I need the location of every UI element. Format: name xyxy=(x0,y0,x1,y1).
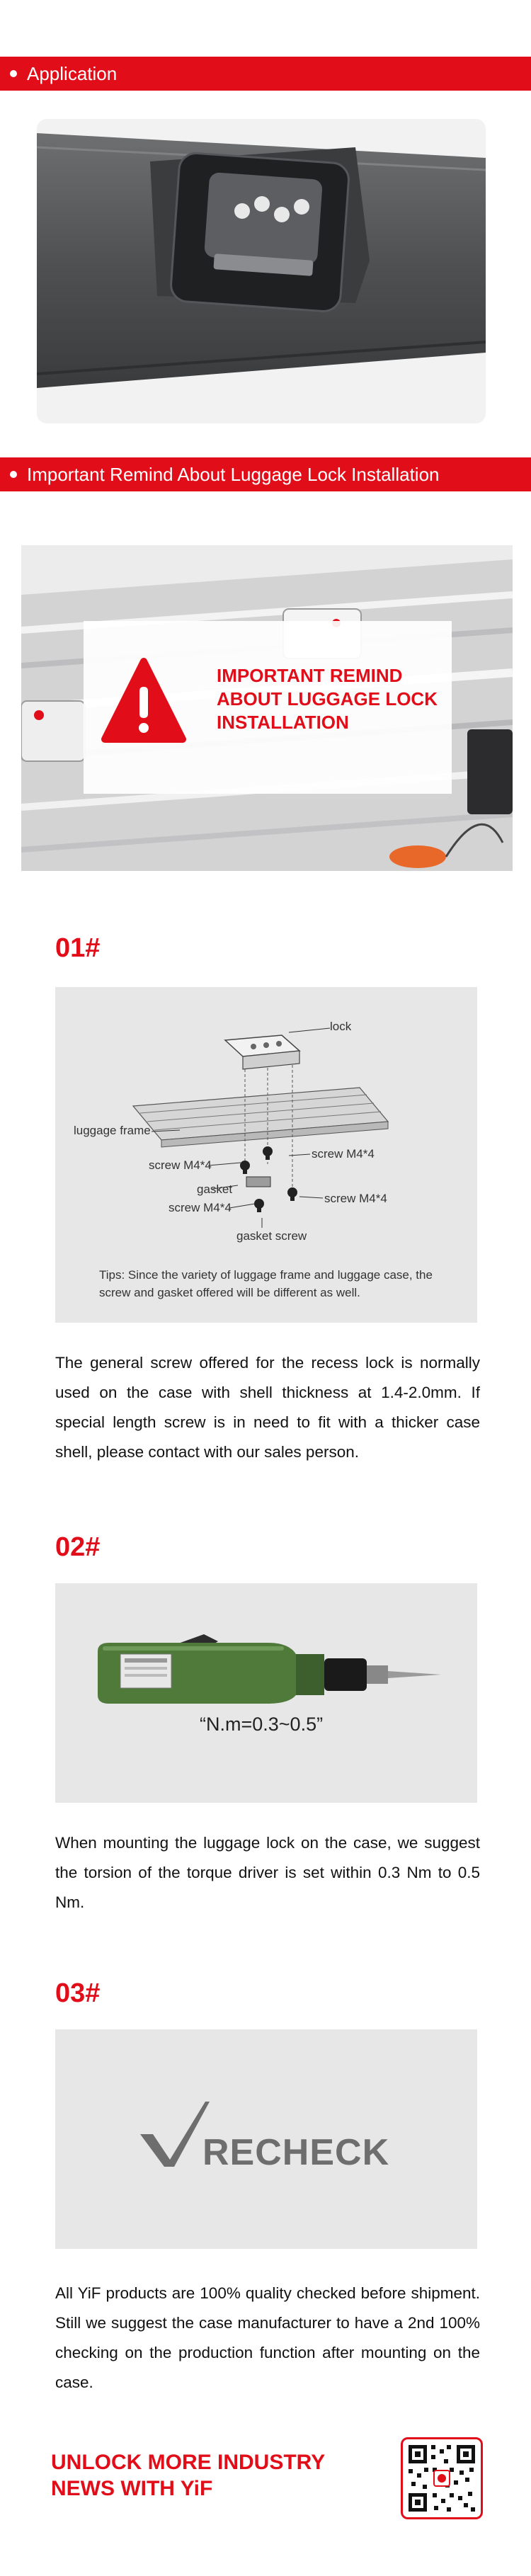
cta-line: NEWS WITH YiF xyxy=(51,2477,213,2500)
step3-recheck-panel xyxy=(55,2029,477,2249)
bullet-dot-icon xyxy=(10,70,17,77)
torque-label: “N.m=0.3~0.5” xyxy=(200,1714,324,1735)
label-screw: screw M4*4 xyxy=(324,1192,387,1205)
step2-torque-panel xyxy=(55,1583,477,1803)
label-screw: screw M4*4 xyxy=(149,1158,212,1172)
step1-diagram-panel xyxy=(55,987,477,1323)
headline-line: INSTALLATION xyxy=(217,712,349,733)
bullet-dot-icon xyxy=(10,471,17,478)
section-title: Important Remind About Luggage Lock Installation xyxy=(27,463,440,485)
warning-triangle-icon xyxy=(101,656,187,746)
label-gasket: gasket xyxy=(197,1182,233,1196)
label-gasket-screw: gasket screw xyxy=(236,1229,307,1243)
footer-cta[interactable] xyxy=(51,2449,325,2502)
step1-description: The general screw offered for the recess lock is normally used on the case with shell thickness at 1.4-2.0mm. If special length screw is in need to fit with a thicker case shell, please contact with our sales person. xyxy=(55,1354,480,1461)
label-screw: screw M4*4 xyxy=(312,1147,375,1161)
tips-line: Tips: Since the variety of luggage frame and luggage case, the xyxy=(99,1268,433,1282)
qr-code-pattern xyxy=(403,2439,481,2517)
tips-line: screw and gasket offered will be different as well. xyxy=(99,1286,360,1299)
label-screw: screw M4*4 xyxy=(169,1201,232,1214)
application-photo xyxy=(37,119,486,423)
section-title: Application xyxy=(27,62,118,84)
step3-description: All YiF products are 100% quality checked before shipment. Still we suggest the case manufacturer to have a 2nd 100% checking on the production function after mounting on the case. xyxy=(55,2284,480,2391)
label-luggage-frame: luggage frame xyxy=(74,1124,151,1137)
diagram-tips xyxy=(99,1266,453,1301)
torque-driver-icon xyxy=(55,1583,477,1803)
step2-description: When mounting the luggage lock on the case, we suggest the torsion of the torque driver is set within 0.3 Nm to 0.5 Nm. xyxy=(55,1834,480,1911)
headline-line: ABOUT LUGGAGE LOCK xyxy=(217,688,438,709)
checkmark-icon xyxy=(139,2100,210,2168)
cta-line: UNLOCK MORE INDUSTRY xyxy=(51,2451,326,2474)
label-lock: lock xyxy=(330,1020,352,1033)
step-number: 03# xyxy=(55,1978,101,2008)
step-number: 01# xyxy=(55,933,101,963)
section-banner-application xyxy=(0,57,531,91)
headline-line: IMPORTANT REMIND xyxy=(217,665,403,686)
remind-headline xyxy=(217,664,438,734)
step-number: 02# xyxy=(55,1532,101,1562)
qr-code-icon[interactable] xyxy=(401,2437,483,2519)
recheck-label: RECHECK xyxy=(202,2132,390,2173)
section-banner-remind xyxy=(0,457,531,491)
